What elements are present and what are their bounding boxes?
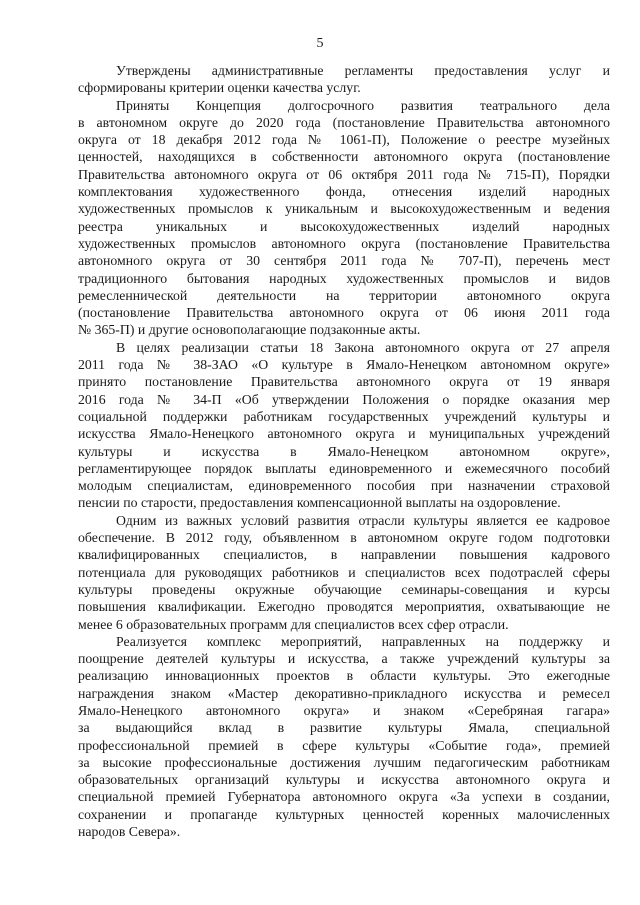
text-line: специальной премией Губернатора автономного округа «За успехи в создании, [78, 789, 610, 805]
text-line: автономного округа от 30 сентября 2011 года № 707-П), перечень мест [78, 253, 610, 269]
paragraph [78, 633, 610, 841]
text-line: 2016 года № 34-П «Об утверждении Положения о порядке оказания мер [78, 391, 610, 407]
text-line: социальной поддержки работникам государственных учреждений культуры и [78, 408, 610, 424]
text-line: Одним из важных условий развития отрасли культуры является ее кадровое [116, 512, 610, 528]
text-line: округа от 18 декабря 2012 года № 1061-П), Положение о реестре музейных [78, 132, 610, 148]
text-line: образовательных организаций культуры и искусства автономного округа и [78, 772, 610, 788]
text-line: (постановление Правительства автономного округа от 06 июня 2011 года [78, 305, 610, 321]
text-line: комплектования художественного фонда, отнесения изделий народных [78, 184, 610, 200]
text-line: реестра уникальных и высокохудожественных изделий народных [78, 218, 610, 234]
text-line: за высокие профессиональные достижения лучшим педагогическим работникам [78, 754, 610, 770]
paragraph [78, 97, 610, 339]
text-line: 2011 года № 38-ЗАО «О культуре в Ямало-Ненецком автономном округе» [78, 357, 610, 373]
text-line: В целях реализации статьи 18 Закона автономного округа от 27 апреля [116, 339, 610, 355]
text-line: Приняты Концепция долгосрочного развития театрального дела [116, 97, 610, 113]
text-line: художественных промыслов к уникальным и высокохудожественным и ведения [78, 201, 610, 217]
text-line: менее 6 образовательных программ для специалистов всех сфер отрасли. [78, 616, 509, 632]
text-line: принято постановление Правительства автономного округа от 19 января [78, 374, 610, 390]
text-line: сформированы критерии оценки качества услуг. [78, 80, 361, 96]
text-line: сохранении и пропаганде культурных ценностей коренных малочисленных [78, 806, 610, 822]
text-line: ремесленнической деятельности на территории автономного округа [78, 287, 610, 303]
text-line: Правительства автономного округа от 06 октября 2011 года № 715-П), Порядки [78, 166, 610, 182]
text-line: ценностей, находящихся в собственности автономного округа (постановление [78, 149, 610, 165]
text-line: профессиональной премией в сфере культуры «Событие года», премией [78, 737, 610, 753]
text-line: № 365-П) и другие основополагающие подзаконные акты. [78, 322, 421, 338]
text-line: пенсии по старости, предоставления компенсационной выплаты на оздоровление. [78, 495, 561, 511]
text-line: квалифицированных специалистов, в направлении повышения кадрового [78, 547, 610, 563]
text-line: регламентирующее порядок выплаты единовременного и ежемесячного пособий [78, 460, 610, 476]
text-line: культуры и искусства в Ямало-Ненецком автономном округе», [78, 443, 610, 459]
document-body [78, 62, 610, 840]
text-line: поощрение деятелей культуры и искусства, а также учреждений культуры за [78, 651, 610, 667]
page-number: 5 [316, 36, 324, 51]
paragraph [78, 339, 610, 512]
text-line: Утверждены административные регламенты предоставления услуг и [116, 63, 610, 78]
text-line: в автономном округе до 2020 года (постановление Правительства автономного [78, 114, 610, 130]
text-line: за выдающийся вклад в развитие культуры Ямала, специальной [78, 720, 610, 736]
text-line: традиционного бытования народных художественных промыслов и видов [78, 270, 610, 286]
text-line: молодым специалистам, единовременного пособия при назначении страховой [78, 478, 610, 494]
text-line: обеспечение. В 2012 году, объявленном в автономном округе годом подготовки [78, 530, 610, 546]
text-line: потенциала для руководящих работников и специалистов всех подотраслей сферы [78, 564, 610, 580]
paragraph [78, 62, 610, 97]
text-line: Реализуется комплекс мероприятий, направленных на поддержку и [116, 633, 610, 649]
text-line: реализацию инновационных проектов в области культуры. Это ежегодные [78, 668, 610, 684]
text-line: культуры проведены окружные обучающие семинары-совещания и курсы [78, 581, 610, 597]
text-line: народов Севера». [78, 824, 181, 840]
text-line: повышения квалификации. Ежегодно проводятся мероприятия, охватывающие не [78, 599, 610, 615]
text-line: искусства Ямало-Ненецкого автономного округа и муниципальных учреждений [78, 426, 610, 442]
paragraph [78, 512, 610, 633]
text-line: награждения знаком «Мастер декоративно-прикладного искусства и ремесел [78, 685, 610, 701]
text-line: Ямало-Ненецкого автономного округа» и знаком «Серебряная гагара» [78, 702, 610, 718]
text-line: художественных промыслов автономного округа (постановление Правительства [78, 235, 610, 251]
